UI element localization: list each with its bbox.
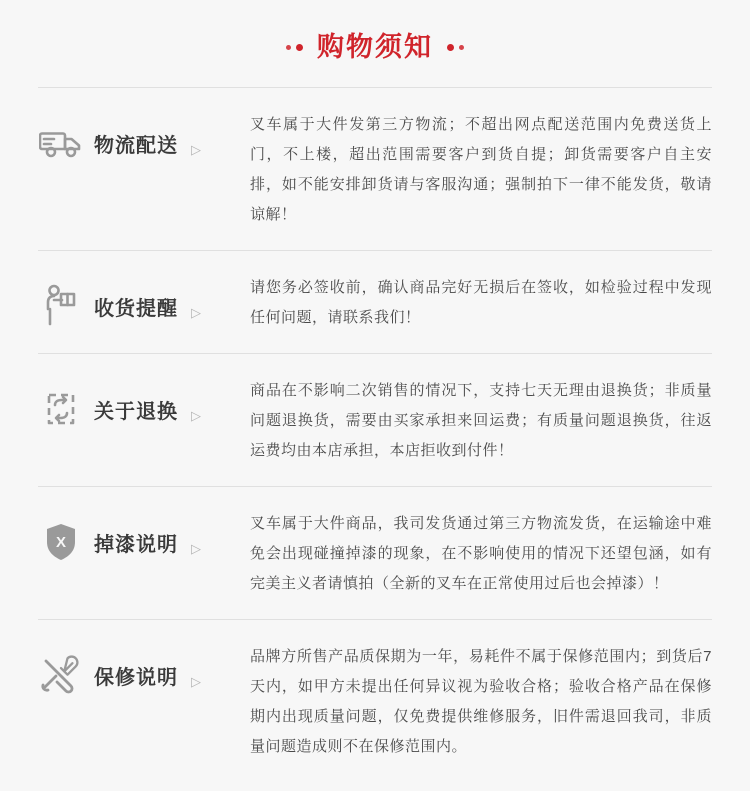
chevron-right-icon: ▷	[191, 141, 201, 157]
notice-row-label: 收货提醒	[94, 297, 178, 320]
person-receiving-package-icon	[38, 283, 84, 329]
page-title-text: 购物须知	[317, 32, 433, 62]
notice-row-label: 掉漆说明	[94, 533, 178, 556]
page-title	[0, 0, 750, 87]
title-dots-right	[447, 44, 464, 51]
shield-paint-icon	[38, 519, 84, 565]
return-exchange-icon	[38, 386, 84, 432]
dot-icon	[286, 45, 291, 50]
notice-row-text: 品牌方所售产品质保期为一年，易耗件不属于保修范围内；到货后7天内，如甲方未提出任何异议视为验收合格；验收合格产品在保修期内出现质量问题，仅免费提供维修服务，旧件需退回我司，非质量问题造成则不在保修范围内。	[250, 648, 712, 755]
dot-icon	[296, 44, 303, 51]
dot-icon	[447, 44, 454, 51]
notice-row-text: 叉车属于大件商品，我司发货通过第三方物流发货，在运输途中难免会出现碰撞掉漆的现象，在不影响使用的情况下还望包涵，如有完美主义者请慎拍（全新的叉车在正常使用过后也会掉漆）！	[250, 515, 712, 592]
notice-row	[38, 619, 712, 782]
notice-row-heading	[38, 509, 236, 565]
chevron-right-icon: ▷	[191, 407, 201, 423]
wrench-tools-icon	[38, 652, 84, 698]
notice-row-text: 叉车属于大件发第三方物流；不超出网点配送范围内免费送货上门，不上楼，超出范围需要客户到货自提；卸货需要客户自主安排，如不能安排卸货请与客服沟通；强制拍下一律不能发货，敬请谅解！	[250, 116, 712, 223]
notice-row-label: 物流配送	[94, 134, 178, 157]
notice-row	[38, 250, 712, 353]
chevron-right-icon: ▷	[191, 540, 201, 556]
title-dots-left	[286, 44, 303, 51]
delivery-truck-icon	[38, 120, 84, 166]
notice-row	[38, 353, 712, 486]
notice-row-label: 保修说明	[94, 666, 178, 689]
chevron-right-icon: ▷	[191, 304, 201, 320]
notice-sections	[0, 87, 750, 782]
notice-row	[38, 486, 712, 619]
notice-row-heading	[38, 642, 236, 698]
notice-row-text: 商品在不影响二次销售的情况下，支持七天无理由退换货；非质量问题退换货，需要由买家承担来回运费；有质量问题退换货，往返运费均由本店承担，本店拒收到付件！	[250, 382, 712, 459]
notice-row-heading	[38, 110, 236, 166]
notice-row-text: 请您务必签收前，确认商品完好无损后在签收，如检验过程中发现任何问题，请联系我们！	[250, 279, 712, 326]
notice-row-heading	[38, 273, 236, 329]
svg-text:X: X	[55, 534, 67, 551]
notice-row-label: 关于退换	[94, 400, 178, 423]
notice-row	[38, 87, 712, 250]
notice-row-heading	[38, 376, 236, 432]
chevron-right-icon: ▷	[191, 673, 201, 689]
dot-icon	[459, 45, 464, 50]
